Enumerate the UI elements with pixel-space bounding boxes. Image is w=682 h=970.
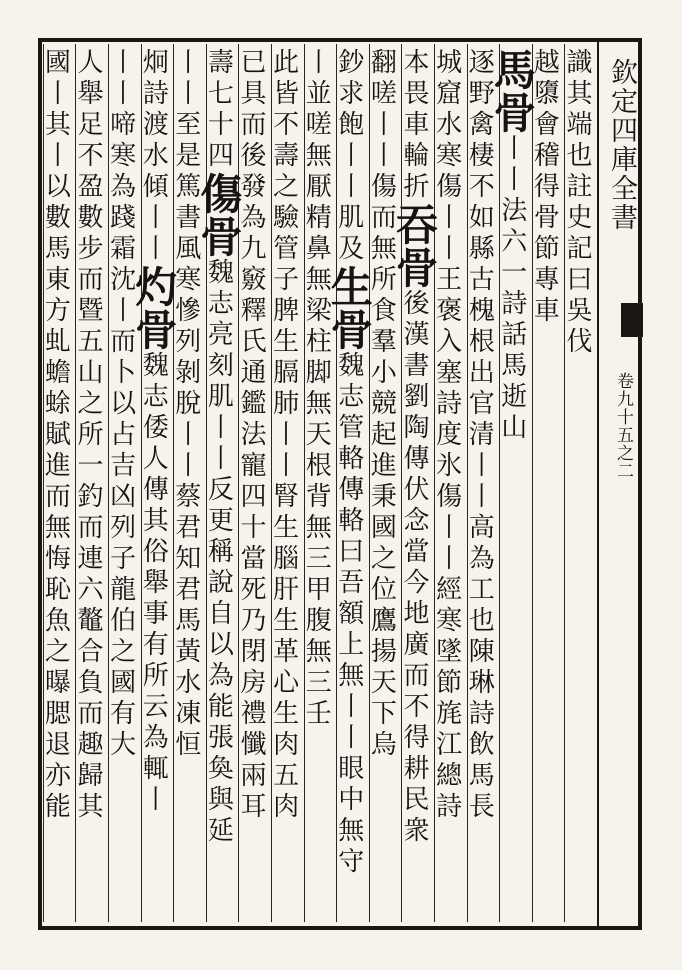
text-column (301, 44, 337, 922)
text-column (529, 44, 565, 922)
column-text: 丨丨啼寒為踐霜沈 (105, 48, 136, 296)
text-column (487, 44, 537, 922)
column-text: 丨並嗟無厭 (301, 48, 332, 203)
column-text: 國丨其丨以數馬東方虬蟾蜍賦進而無悔恥魚之曝腮退亦能 (40, 48, 71, 823)
text-column (431, 44, 467, 922)
entry-heading: 生骨 (324, 265, 374, 351)
column-text: 丨丨法六一詩話馬逝山 (496, 134, 527, 444)
column-text: 而無所食羣小競起進秉國之位鷹揚天下烏 (366, 203, 397, 761)
volume-label: 卷九十五之二 (613, 372, 633, 480)
column-text: 精鼻無梁柱脚無天根背無三甲腹無三壬 (301, 203, 332, 730)
column-text: 丨而卜以占吉凶列子龍伯之國有大 (105, 296, 136, 761)
text-column (72, 44, 108, 922)
column-text: 本畏車輪折 (398, 48, 429, 203)
entry-heading: 傷骨 (194, 172, 244, 258)
text-column (464, 44, 500, 922)
text-column (561, 44, 597, 922)
entry-heading: 灼骨 (129, 265, 179, 351)
column-text: 丨丨至是 (170, 48, 201, 172)
entry-heading: 吞骨 (389, 203, 439, 289)
column-text: 魏志亮刻肌丨丨反更稱說自以為能張奐與延 (203, 258, 234, 847)
column-text: 越隳會稽得骨節專車 (529, 48, 560, 327)
column-text: 此皆不壽之驗管子脾生膈肺丨丨腎生腦肝生革心生肉五肉 (268, 48, 299, 823)
column-text: 逐野禽棲不如縣古槐根出官清丨丨高為工也陳琳詩飲馬長 (464, 48, 495, 823)
text-column (170, 44, 206, 922)
column-text: 識其端也註史記曰吳伐 (561, 48, 592, 358)
column-text: 壽七十四 (203, 48, 234, 172)
column-text: 已具而後發為九竅釋氏通鑑法寵四十當死乃閉房禮懺兩耳 (235, 48, 266, 823)
column-text: 魏志倭人傳其俗舉事有所云為輒丨 (138, 351, 169, 816)
column-text: 魏志管輅傳輅曰吾額上無丨丨眼中無守 (333, 351, 364, 878)
column-text: 鈔求飽丨丨肌及 (333, 48, 364, 265)
book-title: 欽定四庫全書 (606, 58, 637, 232)
text-column (324, 44, 374, 922)
column-text: 篤書風寒慘列剝脫丨丨蔡君知君馬黃水凍恒 (170, 172, 201, 761)
column-text: 後漢書劉陶傳伏念當今地廣而不得耕民衆 (398, 289, 429, 847)
text-column (40, 44, 76, 922)
column-text: 城窟水寒傷丨丨王褒入塞詩度氷傷丨丨經寒墜節旄江總詩 (431, 48, 462, 823)
entry-heading: 馬骨 (487, 48, 537, 134)
text-column (105, 44, 141, 922)
text-column (235, 44, 271, 922)
text-column (389, 44, 439, 922)
text-column (194, 44, 244, 922)
fishtail-mark (621, 303, 643, 337)
text-column (268, 44, 304, 922)
column-text: 人舉足不盈數步而暨五山之所一釣而連六鼇合負而趣歸其 (72, 48, 103, 823)
column-text: 炯詩渡水傾丨丨 (138, 48, 169, 265)
column-text: 翻嗟丨丨傷 (366, 48, 397, 203)
text-column (129, 44, 179, 922)
text-column (366, 44, 402, 922)
